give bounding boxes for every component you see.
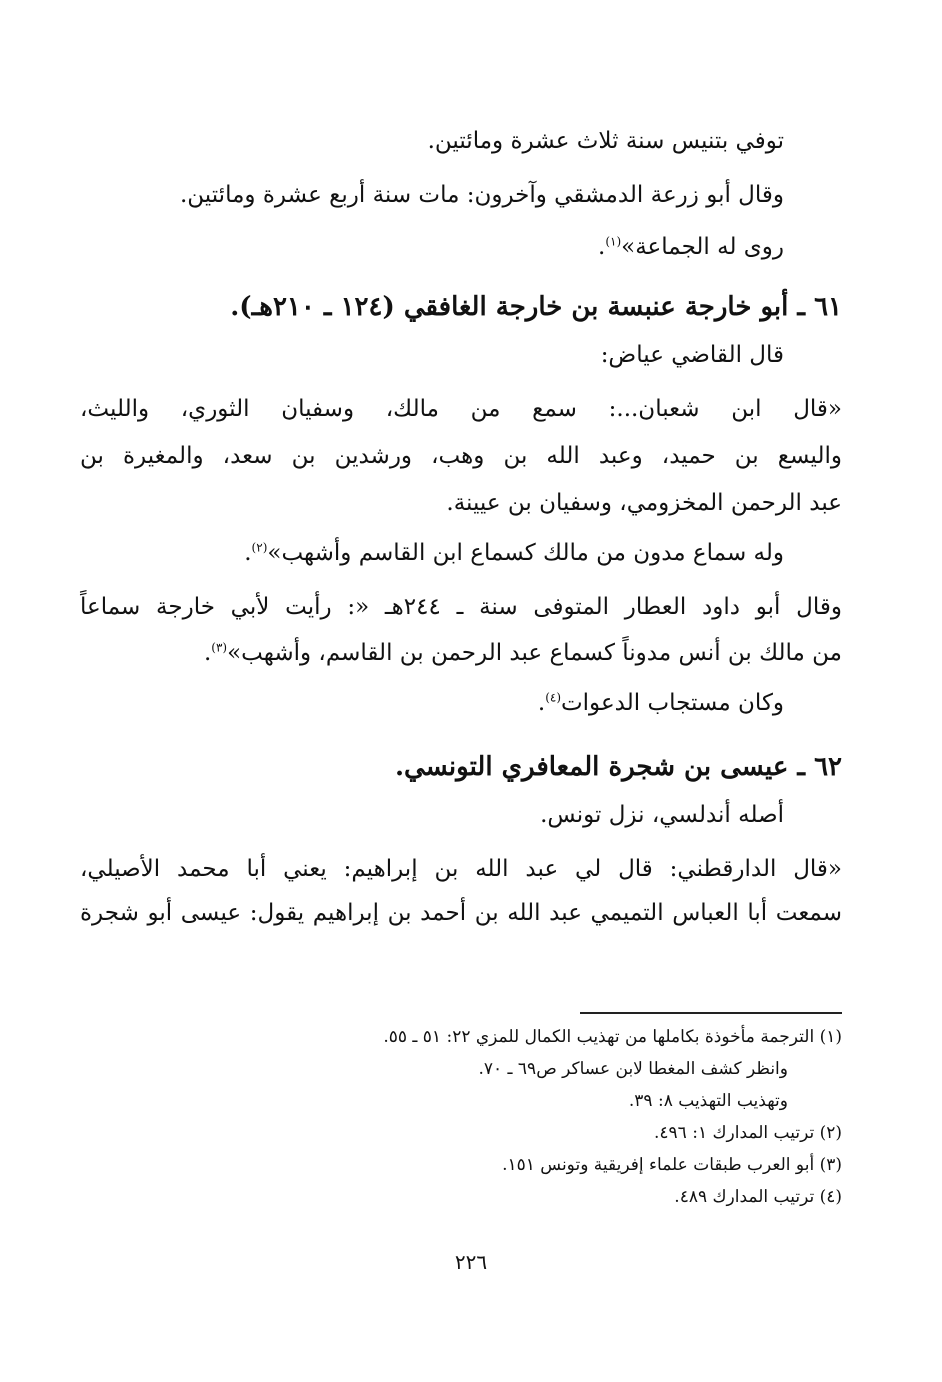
punctuation: . — [598, 234, 606, 260]
text-line: «قال الدارقطني: قال لي عبد الله بن إبراهيم: يعني أبا محمد الأصيلي، — [80, 856, 842, 882]
text-line: توفي بتنيس سنة ثلاث عشرة ومائتين. — [427, 128, 784, 154]
footnote-ref: (٤) — [545, 690, 562, 705]
punctuation: . — [537, 690, 546, 716]
footnote-1-continued: وتهذيب التهذيب ٨: ٣٩. — [628, 1091, 788, 1111]
text-line — [80, 688, 842, 718]
footnote-divider — [580, 1012, 842, 1014]
footnote-2: (٢) ترتيب المدارك ١: ٤٩٦. — [654, 1123, 842, 1143]
text-segment: من مالك بن أنس مدوناً كسماع عبد الرحمن بن القاسم، وأشهب» — [227, 640, 842, 666]
text-line: واليسع بن حميد، وعبد الله بن وهب، ورشدين بن سعد، والمغيرة بن — [80, 443, 842, 469]
footnote-1-continued: وانظر كشف المغطا لابن عساكر ص٦٩ ـ ٧٠. — [478, 1059, 788, 1079]
text-line: وقال أبو زرعة الدمشقي وآخرون: مات سنة أربع عشرة ومائتين. — [179, 182, 784, 208]
entry-heading-62: ٦٢ ـ عيسى بن شجرة المعافري التونسي. — [395, 752, 842, 782]
footnote-ref: (٣) — [211, 640, 228, 655]
footnote-4: (٤) ترتيب المدارك ٤٨٩. — [674, 1187, 842, 1207]
footnote-ref: (١) — [605, 234, 622, 249]
footnote-1: (١) الترجمة مأخوذة بكاملها من تهذيب الكمال للمزي ٢٢: ٥١ ـ ٥٥. — [383, 1027, 842, 1047]
footnotes — [80, 1012, 842, 1208]
text-line: قال القاضي عياض: — [600, 342, 784, 368]
text-line: أصله أندلسي، نزل تونس. — [540, 802, 784, 828]
punctuation: . — [244, 540, 252, 566]
text-line — [80, 232, 842, 262]
footnote-3: (٣) أبو العرب طبقات علماء إفريقية وتونس ١٥١. — [502, 1155, 842, 1175]
text-line — [80, 538, 842, 568]
text-segment: روى له الجماعة» — [621, 234, 784, 260]
text-segment: وكان مستجاب الدعوات — [561, 690, 784, 716]
text-line — [80, 638, 842, 668]
text-line: عبد الرحمن المخزومي، وسفيان بن عيينة. — [446, 490, 842, 516]
text-line: سمعت أبا العباس التميمي عبد الله بن أحمد بن إبراهيم يقول: عيسى أبو شجرة — [80, 900, 842, 926]
text-segment: وله سماع مدون من مالك كسماع ابن القاسم وأشهب» — [267, 540, 784, 566]
main-text — [80, 118, 842, 928]
text-line: «قال ابن شعبان...: سمع من مالك، وسفيان الثوري، والليث، — [80, 396, 842, 422]
page-number: ٢٢٦ — [454, 1250, 488, 1274]
entry-heading-61: ٦١ ـ أبو خارجة عنبسة بن خارجة الغافقي (١٢٤ ـ ٢١٠هـ). — [230, 292, 842, 322]
punctuation: . — [203, 640, 212, 666]
text-line: وقال أبو داود العطار المتوفى سنة ـ ٢٤٤هـ «: رأيت لأبي خارجة سماعاً — [80, 594, 843, 620]
footnote-ref: (٢) — [251, 540, 268, 555]
